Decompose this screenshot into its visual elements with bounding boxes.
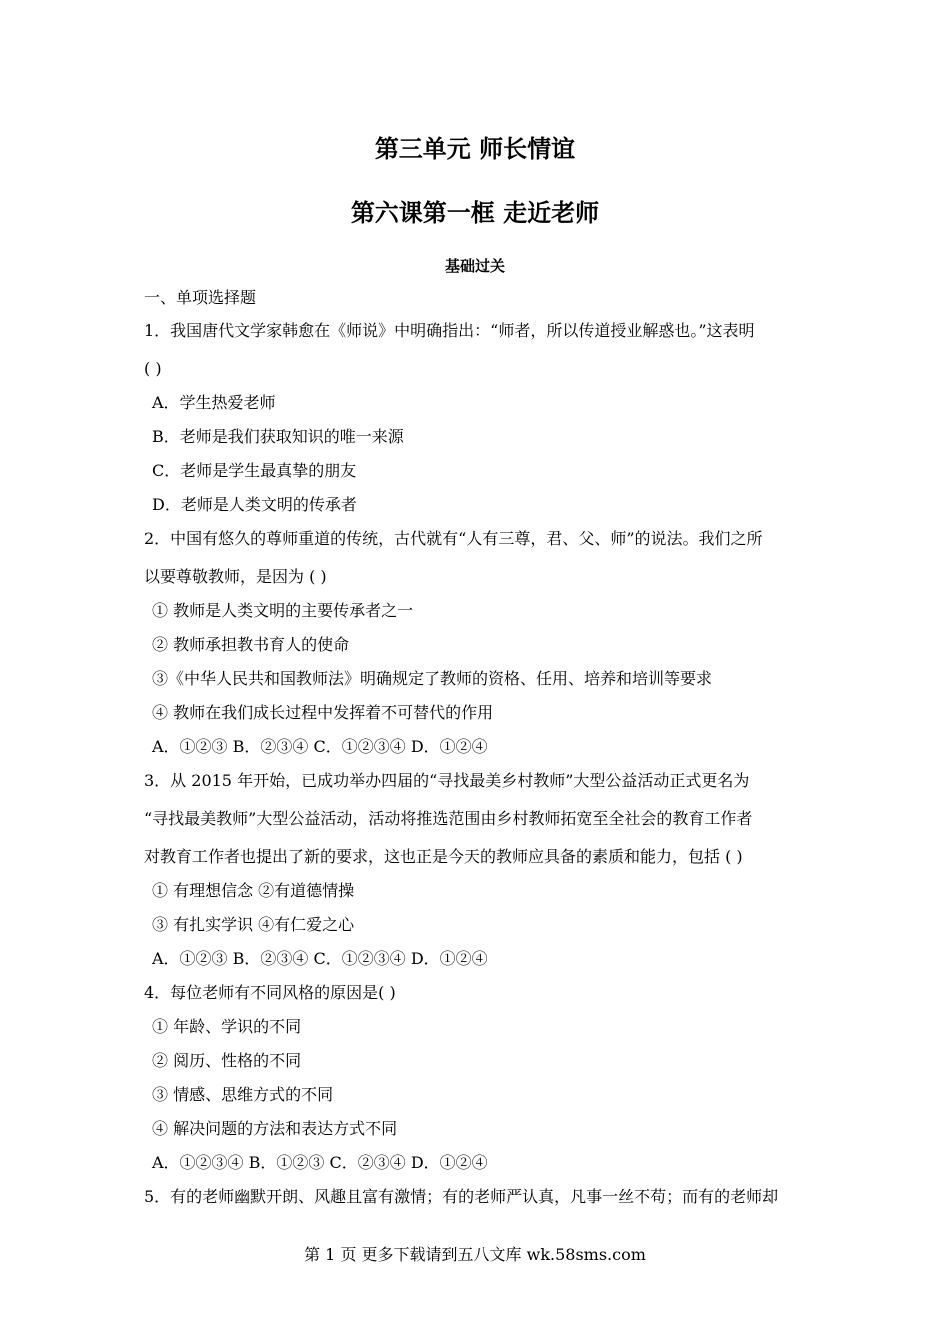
lesson-title: 第六课第一框 走近老师 — [350, 198, 600, 227]
q4-statement-2: ② 阅历、性格的不同 — [152, 1051, 302, 1070]
q3-options: A．①②③ B．②③④ C．①②③④ D．①②④ — [152, 949, 488, 968]
q4-options: A．①②③④ B．①②③ C．②③④ D．①②④ — [152, 1153, 488, 1172]
part-heading: 一、单项选择题 — [144, 288, 257, 307]
q3-statements-1-2: ① 有理想信念 ②有道德情操 — [152, 881, 355, 900]
q4-statement-3: ③ 情感、思维方式的不同 — [152, 1085, 334, 1104]
q2-statement-3: ③《中华人民共和国教师法》明确规定了教师的资格、任用、培养和培训等要求 — [152, 669, 713, 688]
q2-stem-line1: 2．中国有悠久的尊师重道的传统，古代就有“人有三尊，君、父、师”的说法。我们之所 — [144, 529, 763, 548]
q3-stem-line1: 3．从 2015 年开始，已成功举办四届的“寻找最美乡村教师”大型公益活动正式更名为 — [144, 771, 750, 790]
q3-stem-line2: “寻找最美教师”大型公益活动，活动将推选范围由乡村教师拓宽至全社会的教育工作者 — [144, 809, 753, 828]
q1-option-b: B．老师是我们获取知识的唯一来源 — [152, 427, 404, 446]
q2-statement-4: ④ 教师在我们成长过程中发挥着不可替代的作用 — [152, 703, 494, 722]
q1-stem-line2: ( ) — [144, 359, 162, 378]
q2-statement-2: ② 教师承担教书育人的使命 — [152, 635, 350, 654]
q4-stem: 4．每位老师有不同风格的原因是( ) — [144, 983, 396, 1002]
page-footer: 第 1 页 更多下载请到五八文库 wk.58sms.com — [304, 1245, 646, 1264]
q1-option-c: C．老师是学生最真挚的朋友 — [152, 461, 357, 480]
q1-stem-line1: 1．我国唐代文学家韩愈在《师说》中明确指出：“师者，所以传道授业解惑也。”这表明 — [144, 321, 755, 340]
q1-option-a: A．学生热爱老师 — [152, 393, 276, 412]
section-title: 基础过关 — [444, 257, 505, 275]
q3-statements-3-4: ③ 有扎实学识 ④有仁爱之心 — [152, 915, 355, 934]
q5-stem-line1: 5．有的老师幽默开朗、风趣且富有激情；有的老师严认真，凡事一丝不苟；而有的老师却 — [144, 1187, 779, 1206]
q1-option-d: D．老师是人类文明的传承者 — [152, 495, 357, 514]
q3-stem-line3: 对教育工作者也提出了新的要求，这也正是今天的教师应具备的素质和能力，包括 ( ) — [144, 847, 743, 866]
q4-statement-4: ④ 解决问题的方法和表达方式不同 — [152, 1119, 398, 1138]
q4-statement-1: ① 年龄、学识的不同 — [152, 1017, 302, 1036]
q2-statement-1: ① 教师是人类文明的主要传承者之一 — [152, 601, 414, 620]
q2-stem-line2: 以要尊敬教师，是因为 ( ) — [144, 567, 327, 586]
unit-title: 第三单元 师长情谊 — [374, 134, 576, 163]
q2-options: A．①②③ B．②③④ C．①②③④ D．①②④ — [152, 737, 488, 756]
